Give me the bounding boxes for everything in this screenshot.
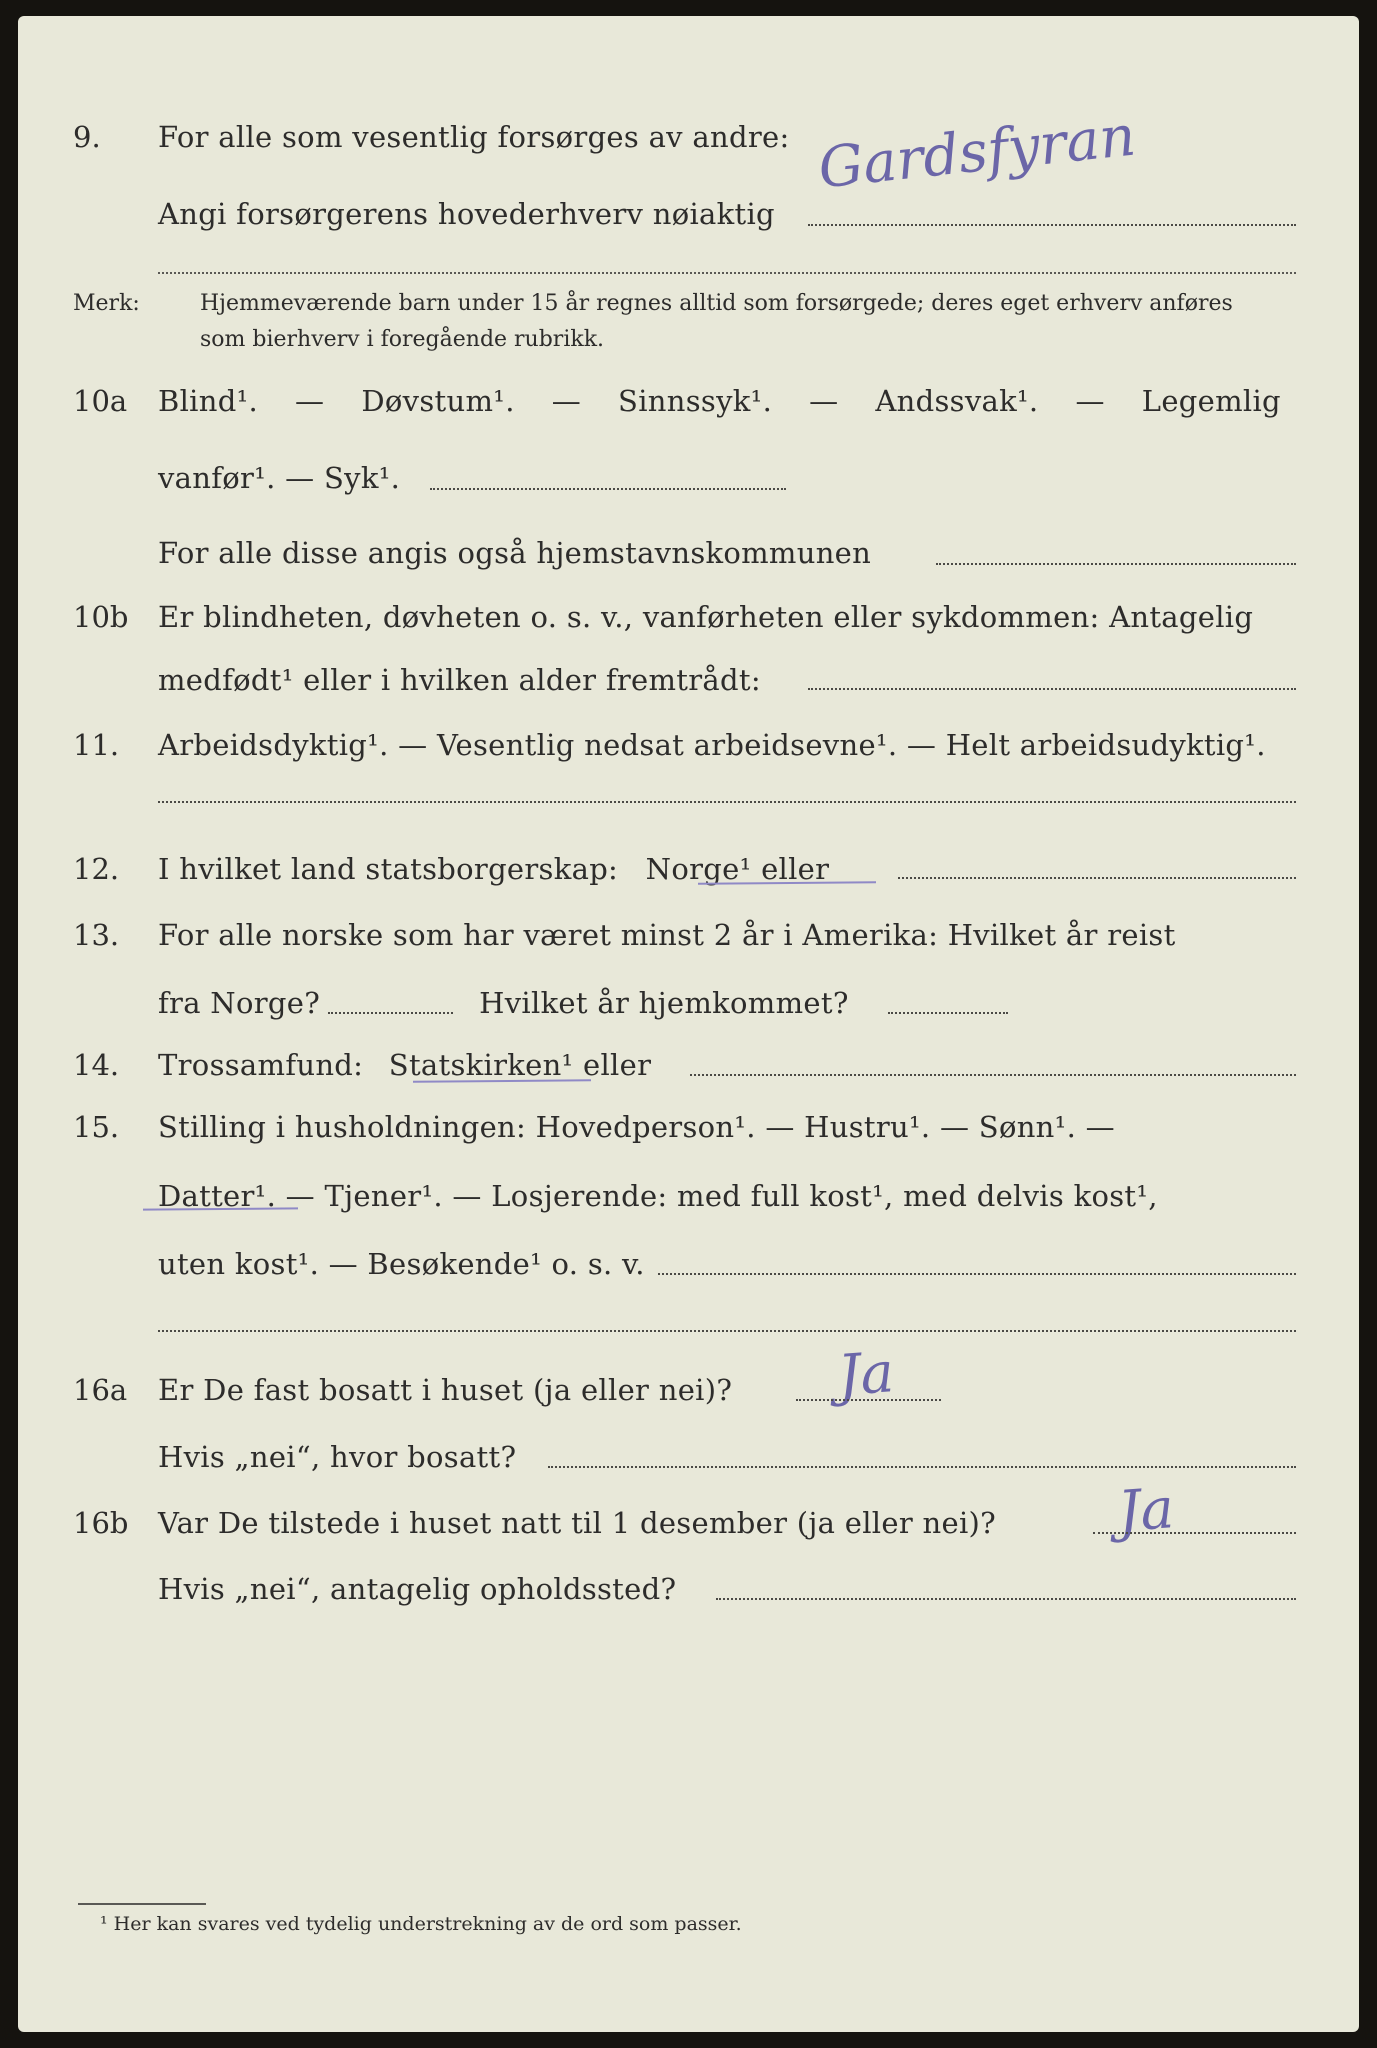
question-number: 10a — [73, 384, 128, 418]
note-text: Hjemmeværende barn under 15 år regnes alltid som forsørgede; deres eget erhverv anføres som bierhverv i foregående rubrikk. — [200, 291, 1233, 352]
answer-dotted-line — [658, 1273, 1296, 1275]
question-number: 16a — [73, 1373, 128, 1407]
question-11 — [18, 718, 1359, 772]
question-16a — [18, 1363, 1359, 1417]
answer-dotted-line — [430, 488, 786, 490]
note-label: Merk: — [73, 291, 140, 316]
answer-norge: Norge¹ — [645, 852, 752, 886]
question-text-row — [158, 374, 1281, 428]
question-text: vanfør¹. — Syk¹. — [158, 461, 401, 495]
question-14 — [18, 1038, 1359, 1092]
answer-dotted-line — [716, 1598, 1296, 1600]
footnote: ¹ Her kan svares ved tydelig understrekning av de ord som passer. — [100, 1913, 742, 1935]
question-16b-line2 — [18, 1562, 1359, 1616]
question-number: 14. — [73, 1048, 120, 1082]
question-text: For alle disse angis også hjemstavnskommunen — [158, 536, 872, 570]
question-text — [158, 842, 829, 896]
question-text: Arbeidsdyktig¹. — Vesentlig nedsat arbeidsevne¹. — Helt arbeidsudyktig¹. — [158, 728, 1266, 762]
question-10a-line3 — [18, 526, 1359, 580]
answer-dotted-line — [1093, 1532, 1296, 1534]
answer-dotted-line — [328, 1012, 453, 1014]
question-13-left: fra Norge? — [158, 986, 321, 1020]
census-form-page — [18, 16, 1359, 2032]
question-9 — [18, 110, 1359, 164]
question-10a-line2 — [18, 451, 1359, 505]
dash: — — [295, 384, 325, 418]
answer-dotted-line — [796, 1399, 941, 1401]
question-9-line2 — [18, 187, 1359, 241]
question-10a — [18, 374, 1359, 428]
question-13 — [18, 908, 1359, 962]
question-text: For alle norske som har været minst 2 år i Amerika: Hvilket år reist — [158, 918, 1176, 952]
answer-dotted-line — [808, 224, 1296, 226]
question-16a-line2 — [18, 1430, 1359, 1484]
question-text — [158, 976, 849, 1030]
answer-dotted-line — [936, 563, 1296, 565]
dash: — — [551, 384, 582, 418]
question-15 — [18, 1100, 1359, 1154]
question-number: 11. — [73, 728, 120, 762]
question-text: Angi forsørgerens hovederhverv nøiaktig — [158, 197, 775, 231]
eller-label: eller — [761, 852, 830, 886]
question-text — [158, 1038, 651, 1092]
question-number: 12. — [73, 852, 120, 886]
option-blind: Blind¹. — [158, 384, 259, 418]
dash: — — [1075, 384, 1105, 418]
answer-dotted-line — [158, 801, 1296, 803]
question-text: Var De tilstede i huset natt til 1 desember (ja eller nei)? — [158, 1506, 996, 1540]
dash: — — [809, 384, 839, 418]
question-10b — [18, 590, 1359, 644]
question-number: 13. — [73, 918, 120, 952]
eller-label: eller — [583, 1048, 652, 1082]
question-13-right: Hvilket år hjemkommet? — [479, 986, 849, 1020]
question-text — [158, 1169, 1158, 1223]
answer-dotted-line — [548, 1466, 1296, 1468]
question-text: Er blindheten, døvheten o. s. v., vanførheten eller sykdommen: Antagelig — [158, 600, 1254, 634]
question-12 — [18, 842, 1359, 896]
question-15-options: — Tjener¹. — Losjerende: med full kost¹, med delvis kost¹, — [285, 1179, 1158, 1213]
question-text: medfødt¹ eller i hvilken alder fremtrådt: — [158, 663, 761, 697]
question-14-label: Trossamfund: — [158, 1048, 364, 1082]
answer-dotted-line — [888, 1012, 1008, 1014]
answer-statskirken: Statskirken¹ — [388, 1048, 574, 1082]
question-text: uten kost¹. — Besøkende¹ o. s. v. — [158, 1247, 645, 1281]
separator-line — [158, 272, 1296, 274]
option-datter: Datter¹. — [158, 1179, 277, 1213]
question-13-line2 — [18, 976, 1359, 1030]
question-number: 9. — [73, 120, 101, 154]
option-andssvak: Andssvak¹. — [875, 384, 1039, 418]
question-text: For alle som vesentlig forsørges av andre: — [158, 120, 790, 154]
question-12-label: I hvilket land statsborgerskap: — [158, 852, 619, 886]
question-number: 10b — [73, 600, 129, 634]
answer-dotted-line — [158, 1330, 1296, 1332]
answer-dotted-line — [898, 877, 1296, 879]
question-text: Stilling i husholdningen: Hovedperson¹. — Hustru¹. — Sønn¹. — — [158, 1110, 1115, 1144]
question-10b-line2 — [18, 653, 1359, 707]
answer-dotted-line — [690, 1074, 1296, 1076]
question-number: 15. — [73, 1110, 120, 1144]
handwritten-answer-16b: Ja — [1115, 1476, 1177, 1545]
handwritten-answer-16a: Ja — [835, 1340, 897, 1409]
question-15-line2 — [18, 1169, 1359, 1223]
footnote-rule — [78, 1903, 206, 1905]
question-text: Er De fast bosatt i huset (ja eller nei)? — [158, 1373, 733, 1407]
option-legemlig: Legemlig — [1141, 384, 1281, 418]
option-dovstum: Døvstum¹. — [361, 384, 515, 418]
handwritten-answer-occupation: Gardsfyran — [815, 103, 1139, 202]
question-15-line3 — [18, 1237, 1359, 1291]
answer-dotted-line — [808, 688, 1296, 690]
question-text: Hvis „nei“, antagelig opholdssted? — [158, 1572, 677, 1606]
question-number: 16b — [73, 1506, 129, 1540]
question-text: Hvis „nei“, hvor bosatt? — [158, 1440, 517, 1474]
option-sinnssyk: Sinnssyk¹. — [618, 384, 773, 418]
